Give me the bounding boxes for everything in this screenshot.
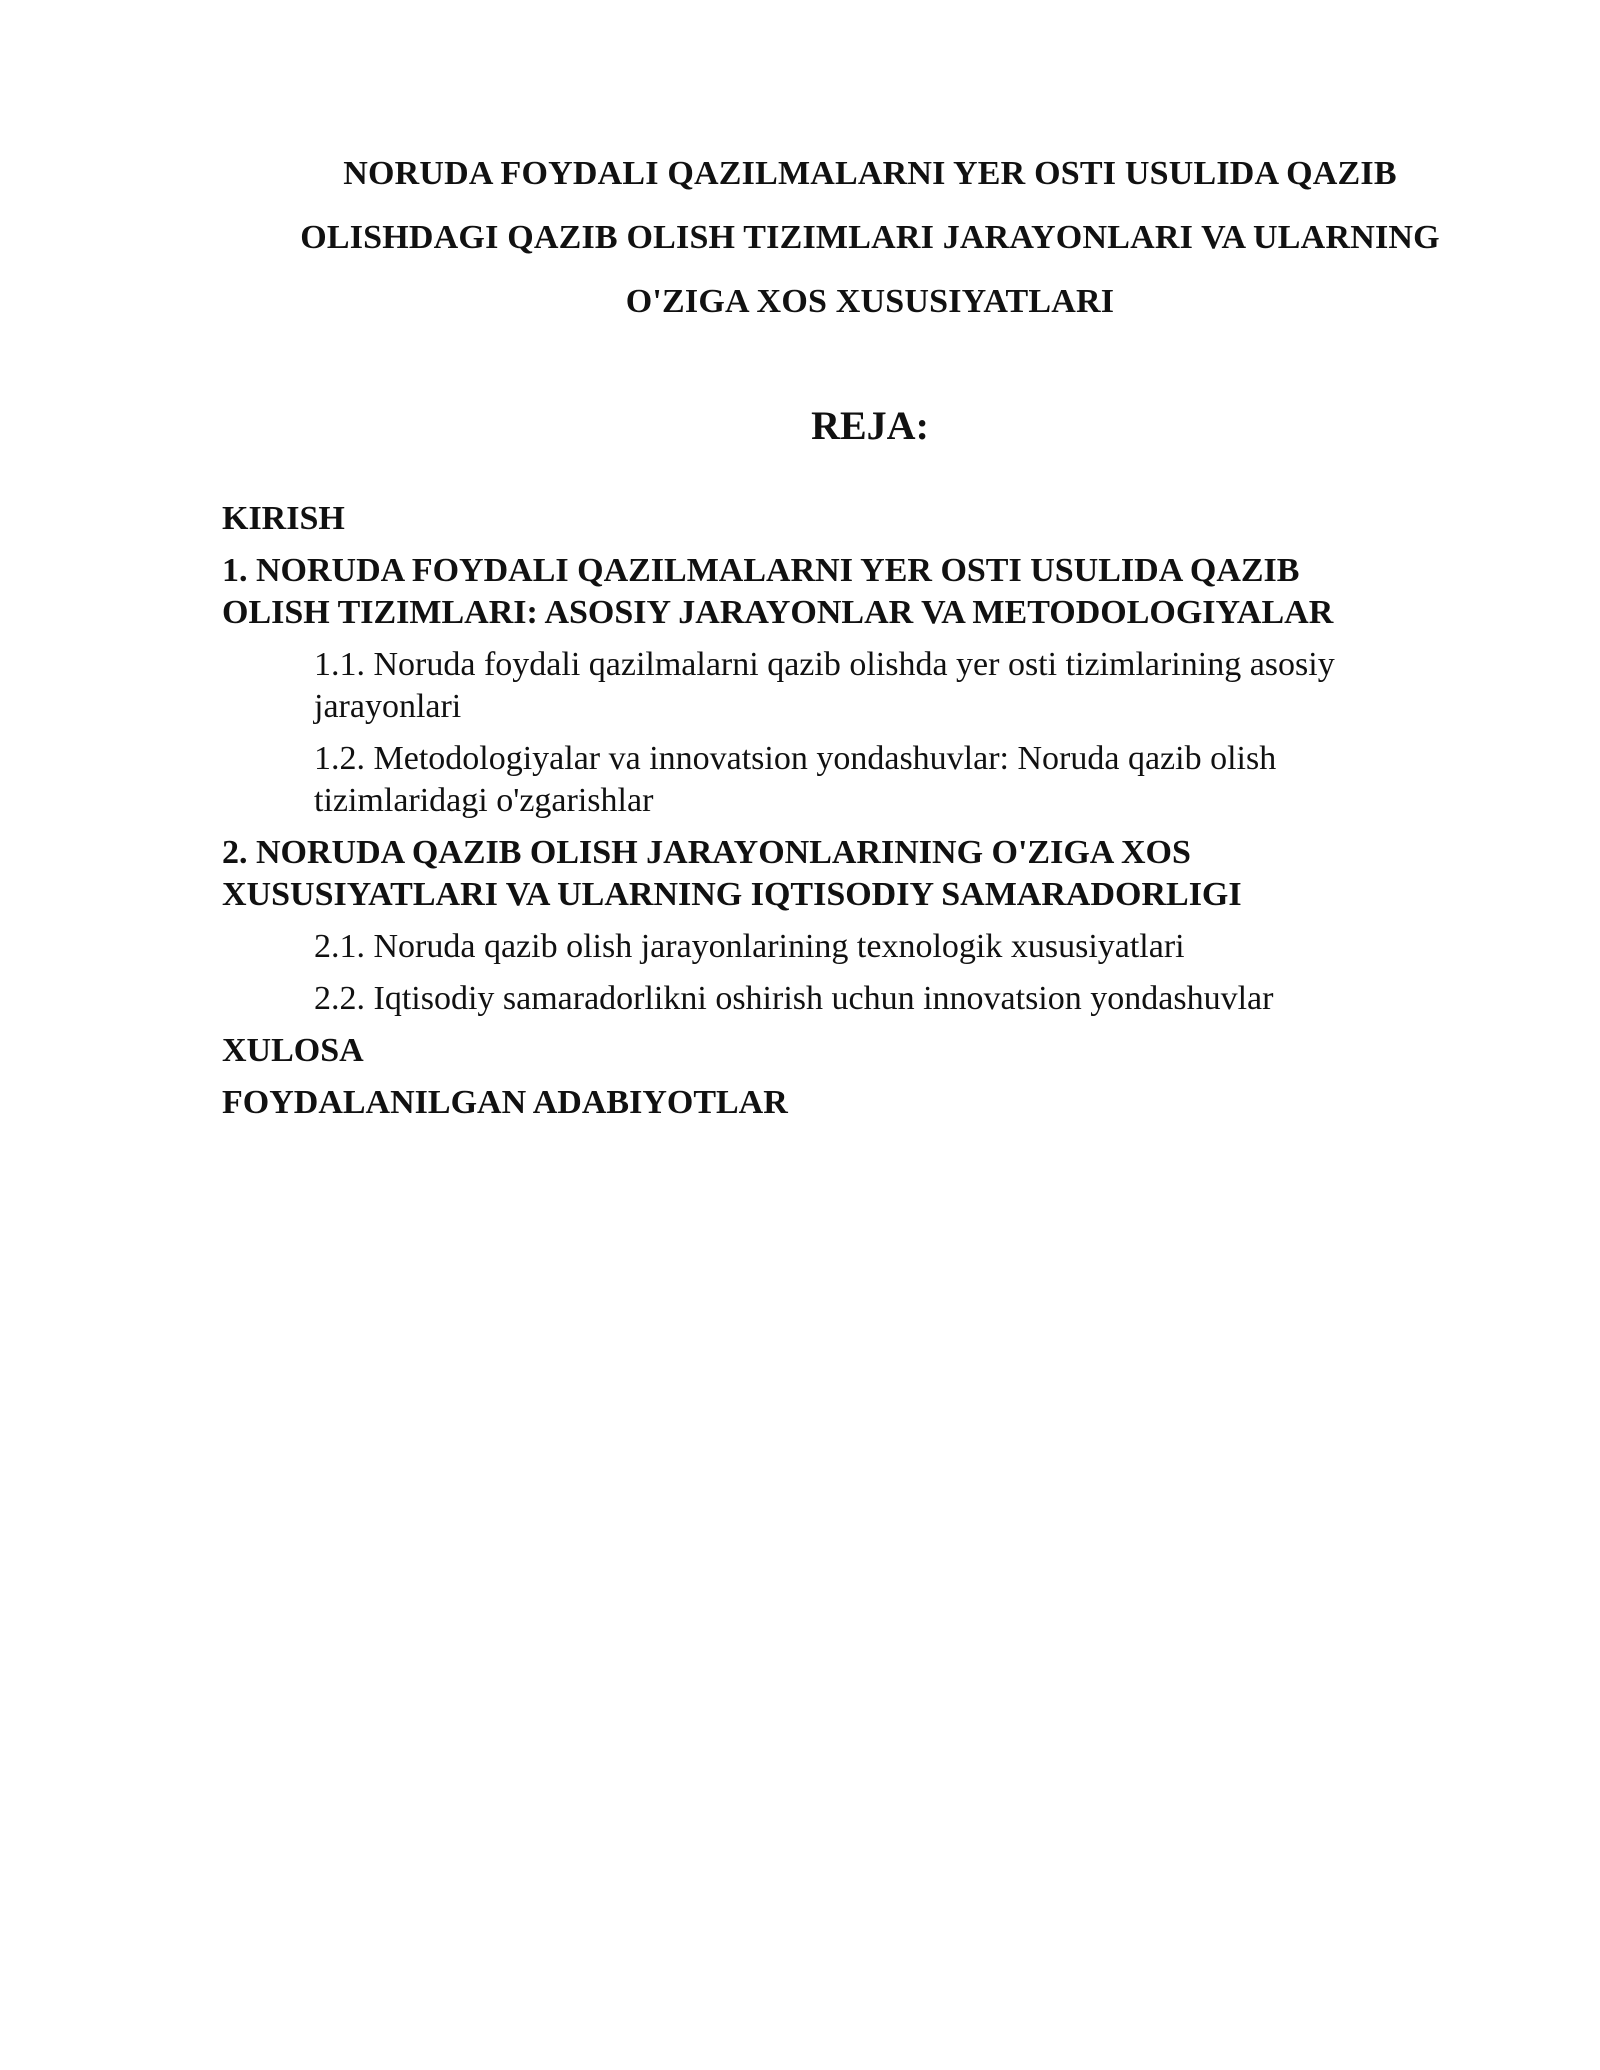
toc-section-1-2-line-1: 1.2. Metodologiyalar va innovatsion yondashuvlar: Noruda qazib olish bbox=[314, 740, 1277, 777]
toc-item-section-2-2: 2.2. Iqtisodiy samaradorlikni oshirish uchun innovatsion yondashuvlar bbox=[314, 980, 1274, 1017]
toc-section-1-line-2: OLISH TIZIMLARI: ASOSIY JARAYONLAR VA METODOLOGIYALAR bbox=[222, 594, 1334, 631]
toc-section-1-1-line-1: 1.1. Noruda foydali qazilmalarni qazib olishda yer osti tizimlarining asosiy bbox=[314, 646, 1335, 683]
plan-heading: REJA: bbox=[811, 403, 929, 448]
toc-item-section-2-1: 2.1. Noruda qazib olish jarayonlarining texnologik xususiyatlari bbox=[314, 928, 1185, 965]
table-of-contents bbox=[222, 498, 1542, 1134]
document-title bbox=[220, 142, 1520, 334]
toc-section-1-2-line-2: tizimlaridagi o'zgarishlar bbox=[314, 782, 654, 819]
toc-item-section-1 bbox=[222, 550, 1542, 634]
toc-item-intro: KIRISH bbox=[222, 500, 345, 537]
toc-section-2-line-2: XUSUSIYATLARI VA ULARNING IQTISODIY SAMARADORLIGI bbox=[222, 876, 1242, 913]
toc-item-section-1-1 bbox=[222, 644, 1542, 728]
toc-item-section-1-2 bbox=[222, 738, 1542, 822]
title-line-2: OLISHDAGI QAZIB OLISH TIZIMLARI JARAYONLARI VA ULARNING bbox=[300, 219, 1440, 256]
toc-section-1-line-1: 1. NORUDA FOYDALI QAZILMALARNI YER OSTI USULIDA QAZIB bbox=[222, 552, 1300, 589]
toc-section-2-line-1: 2. NORUDA QAZIB OLISH JARAYONLARINING O'ZIGA XOS bbox=[222, 834, 1191, 871]
toc-item-section-2 bbox=[222, 832, 1542, 916]
toc-item-references: FOYDALANILGAN ADABIYOTLAR bbox=[222, 1084, 788, 1121]
toc-item-conclusion: XULOSA bbox=[222, 1032, 364, 1069]
title-line-3: O'ZIGA XOS XUSUSIYATLARI bbox=[625, 283, 1115, 320]
toc-section-1-1-line-2: jarayonlari bbox=[314, 688, 462, 725]
title-line-1: NORUDA FOYDALI QAZILMALARNI YER OSTI USULIDA QAZIB bbox=[343, 155, 1397, 192]
